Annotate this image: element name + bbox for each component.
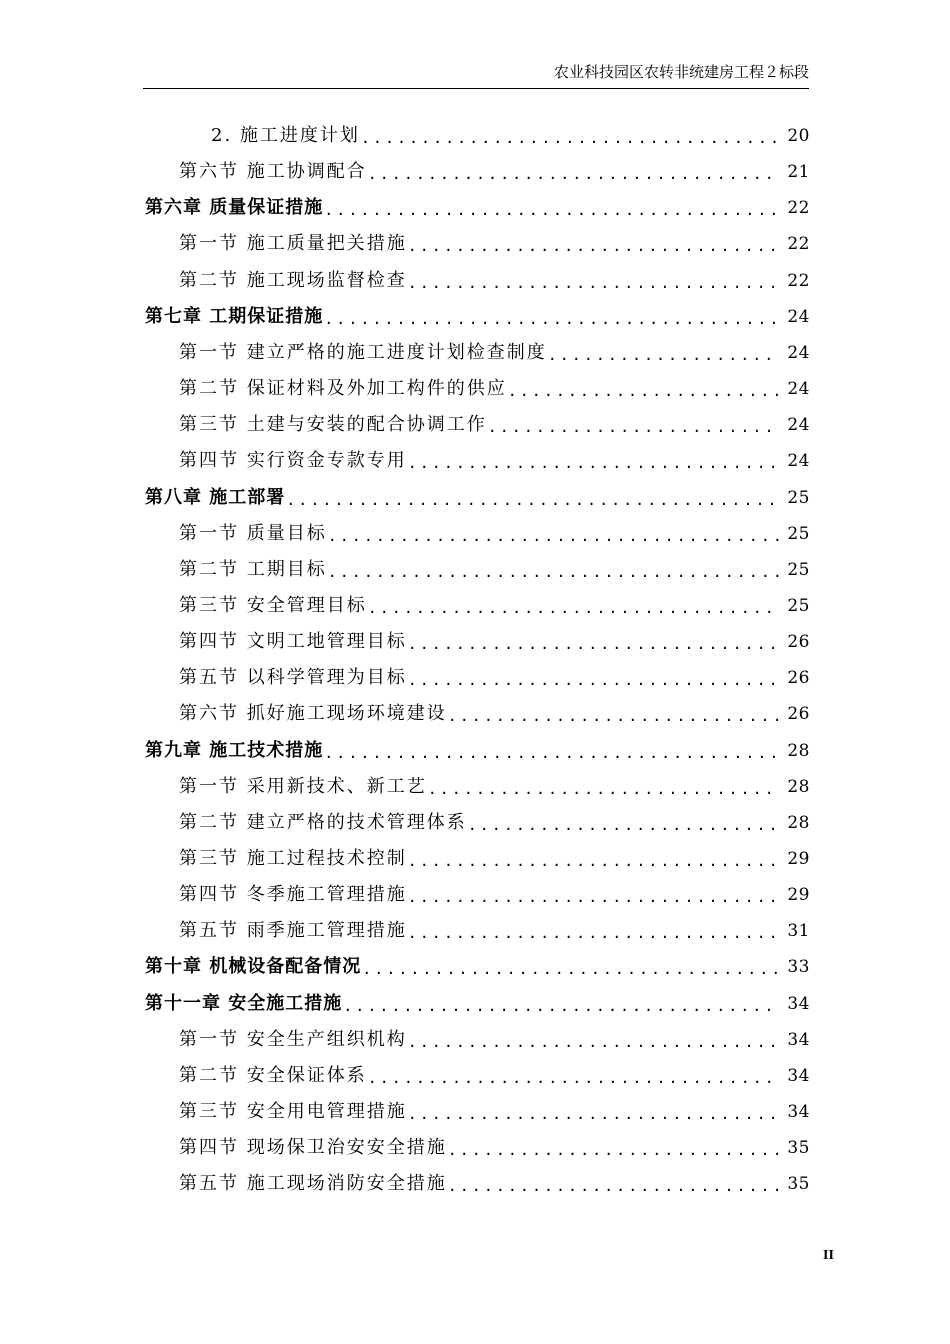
toc-dot-leader [408, 919, 780, 947]
toc-entry-section[interactable] [0, 845, 950, 873]
toc-entry-page: 26 [787, 668, 810, 689]
toc-entry-title: 第一节 建立严格的施工进度计划检查制度 [179, 341, 547, 363]
toc-dot-leader [408, 232, 780, 260]
toc-entry-page: 33 [787, 957, 810, 978]
toc-dot-leader [408, 666, 780, 694]
toc-entry-section[interactable] [0, 700, 950, 728]
toc-entry-section[interactable] [0, 375, 950, 403]
toc-entry-section[interactable] [0, 158, 950, 186]
toc-entry-section[interactable] [0, 267, 950, 295]
toc-dot-leader [324, 739, 780, 767]
toc-entry-title: 第五节 以科学管理为目标 [179, 667, 407, 689]
toc-entry-page: 28 [787, 776, 810, 797]
toc-entry-page: 20 [787, 126, 810, 146]
toc-dot-leader [328, 522, 780, 550]
toc-entry-section[interactable] [0, 773, 950, 801]
header-divider [143, 88, 809, 89]
toc-entry-page: 31 [787, 921, 810, 942]
toc-dot-leader [448, 702, 780, 730]
toc-entry-section[interactable] [0, 230, 950, 258]
toc-dot-leader [324, 305, 780, 333]
toc-entry-page: 35 [787, 1138, 810, 1159]
toc-entry-title: 第六章 质量保证措施 [145, 197, 324, 219]
toc-dot-leader [448, 1136, 780, 1164]
toc-entry-chapter[interactable] [0, 194, 950, 222]
toc-entry-section[interactable] [0, 520, 950, 548]
toc-entry-section[interactable] [0, 411, 950, 439]
toc-entry-page: 25 [787, 523, 810, 544]
toc-entry-page: 25 [787, 595, 810, 616]
toc-entry-section[interactable] [0, 556, 950, 584]
toc-dot-leader [548, 341, 780, 369]
toc-entry-title: 第八章 施工部署 [145, 486, 286, 508]
toc-entry-section[interactable] [0, 592, 950, 620]
toc-entry-section[interactable] [0, 339, 950, 367]
toc-dot-leader [508, 377, 780, 405]
page-number: II [823, 1248, 834, 1263]
toc-entry-page: 25 [787, 559, 810, 580]
running-header: 农业科技园区农转非统建房工程２标段 [553, 63, 809, 81]
toc-dot-leader [408, 269, 780, 297]
toc-dot-leader [488, 413, 780, 441]
toc-entry-section[interactable] [0, 628, 950, 656]
toc-dot-leader [408, 630, 780, 658]
toc-dot-leader [468, 811, 780, 839]
toc-entry-section[interactable] [0, 917, 950, 945]
toc-entry-title: 第一节 质量目标 [179, 522, 327, 544]
toc-dot-leader [368, 594, 780, 622]
toc-entry-title: 第二节 工期目标 [179, 558, 327, 580]
toc-entry-chapter[interactable] [0, 953, 950, 981]
toc-entry-title: 第六节 施工协调配合 [179, 161, 367, 183]
toc-entry-page: 24 [787, 306, 810, 327]
toc-entry-title: 第二节 施工现场监督检查 [179, 269, 407, 291]
toc-entry-section[interactable] [0, 1026, 950, 1054]
toc-dot-leader [362, 955, 780, 983]
toc-entry-page: 22 [787, 198, 810, 219]
toc-entry-section[interactable] [0, 809, 950, 837]
toc-dot-leader [448, 1172, 780, 1200]
toc-entry-page: 22 [787, 270, 810, 291]
toc-dot-leader [343, 992, 780, 1020]
toc-dot-leader [408, 1028, 780, 1056]
toc-entry-page: 34 [787, 1029, 810, 1050]
toc-dot-leader [324, 196, 780, 224]
toc-dot-leader [408, 449, 780, 477]
toc-entry-title: 第二节 安全保证体系 [179, 1064, 367, 1086]
toc-entry-chapter[interactable] [0, 484, 950, 512]
toc-entry-title: 第四节 冬季施工管理措施 [179, 884, 407, 906]
toc-dot-leader [328, 558, 780, 586]
toc-entry-page: 35 [787, 1174, 810, 1195]
toc-entry-page: 24 [787, 342, 810, 363]
toc-entry-title: 第三节 施工过程技术控制 [179, 848, 407, 869]
toc-dot-leader [368, 160, 780, 188]
toc-entry-title: 第十一章 安全施工措施 [145, 992, 343, 1014]
toc-dot-leader [286, 486, 780, 514]
toc-dot-leader [428, 775, 780, 803]
toc-entry-title: 第四节 实行资金专款专用 [179, 450, 407, 472]
toc-entry-title: 第二节 保证材料及外加工构件的供应 [179, 378, 507, 400]
toc-entry-section[interactable] [0, 1098, 950, 1126]
toc-entry-item[interactable] [0, 122, 950, 150]
toc-entry-page: 34 [787, 1065, 810, 1086]
toc-entry-title: 第五节 雨季施工管理措施 [179, 920, 407, 942]
toc-dot-leader [361, 124, 780, 152]
toc-entry-title: 第一节 采用新技术、新工艺 [179, 775, 427, 797]
toc-entry-section[interactable] [0, 1134, 950, 1162]
toc-entry-page: 25 [787, 487, 810, 508]
toc-entry-title: 第四节 现场保卫治安安全措施 [179, 1137, 447, 1159]
toc-entry-chapter[interactable] [0, 737, 950, 765]
toc-entry-page: 28 [787, 740, 810, 761]
toc-dot-leader [408, 847, 780, 875]
toc-entry-page: 22 [787, 234, 810, 255]
toc-entry-page: 24 [787, 415, 810, 436]
toc-entry-title: 第一节 安全生产组织机构 [179, 1028, 407, 1050]
toc-entry-page: 24 [787, 379, 810, 400]
toc-entry-page: 29 [787, 849, 810, 869]
toc-entry-title: 2. 施工进度计划 [211, 125, 360, 146]
toc-entry-page: 21 [787, 162, 810, 183]
toc-entry-section[interactable] [0, 881, 950, 909]
toc-entry-chapter[interactable] [0, 303, 950, 331]
toc-dot-leader [368, 1064, 780, 1092]
toc-entry-title: 第九章 施工技术措施 [145, 739, 324, 761]
toc-dot-leader [408, 883, 780, 911]
toc-entry-page: 24 [787, 451, 810, 472]
toc-dot-leader [408, 1100, 780, 1128]
toc-entry-title: 第一节 施工质量把关措施 [179, 233, 407, 255]
toc-entry-title: 第三节 安全用电管理措施 [179, 1101, 407, 1123]
toc-entry-title: 第五节 施工现场消防安全措施 [179, 1173, 447, 1195]
toc-entry-page: 34 [787, 993, 810, 1014]
toc-entry-title: 第二节 建立严格的技术管理体系 [179, 811, 467, 833]
toc-entry-page: 28 [787, 812, 810, 833]
toc-entry-page: 26 [787, 704, 810, 725]
toc-entry-title: 第十章 机械设备配备情况 [145, 956, 362, 978]
toc-entry-title: 第三节 土建与安装的配合协调工作 [179, 414, 487, 436]
toc-entry-page: 26 [787, 632, 810, 653]
toc-entry-title: 第三节 安全管理目标 [179, 594, 367, 616]
toc-entry-chapter[interactable] [0, 990, 950, 1018]
toc-entry-title: 第六节 抓好施工现场环境建设 [179, 703, 447, 725]
toc-entry-section[interactable] [0, 1062, 950, 1090]
toc-entry-title: 第四节 文明工地管理目标 [179, 631, 407, 653]
toc-entry-section[interactable] [0, 1170, 950, 1198]
toc-entry-page: 34 [787, 1102, 810, 1123]
toc-entry-page: 29 [787, 885, 810, 906]
toc-entry-section[interactable] [0, 664, 950, 692]
toc-entry-title: 第七章 工期保证措施 [145, 305, 324, 327]
toc-entry-section[interactable] [0, 447, 950, 475]
